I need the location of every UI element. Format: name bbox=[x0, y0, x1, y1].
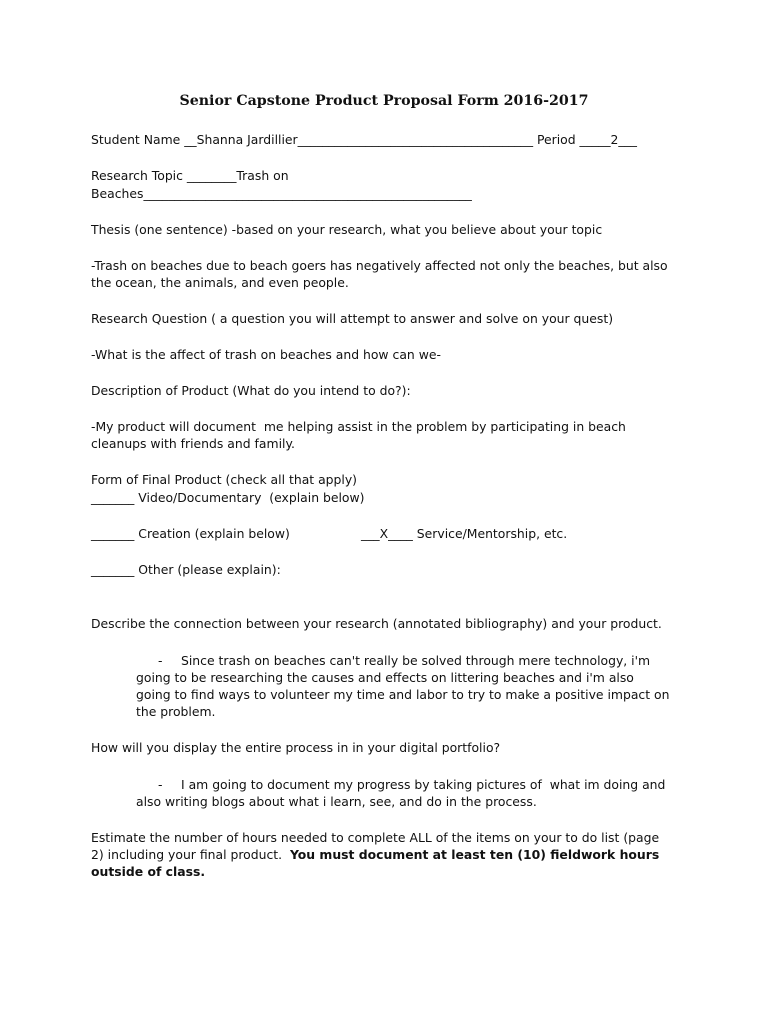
display-answer-line-1: I am going to document my progress by taking pictures of what im doing and bbox=[181, 777, 666, 792]
estimate-line-2 bbox=[91, 846, 659, 863]
estimate-line-1: Estimate the number of hours needed to complete ALL of the items on your to do list (page bbox=[91, 830, 660, 845]
option-other: _______ Other (please explain): bbox=[91, 562, 281, 577]
option-creation: _______ Creation (explain below) bbox=[91, 526, 290, 541]
description-answer-line-1: -My product will document me helping assist in the problem by participating in beach bbox=[91, 419, 626, 434]
connection-answer-line-4: the problem. bbox=[136, 704, 216, 719]
research-topic-line-2: Beaches_____________________________________________________ bbox=[91, 186, 472, 201]
option-service: ___X____ Service/Mentorship, etc. bbox=[361, 526, 568, 541]
research-topic-line-1: Research Topic ________Trash on bbox=[91, 168, 289, 183]
estimate-line-2-text: 2) including your final product. bbox=[91, 847, 290, 862]
description-answer-line-2: cleanups with friends and family. bbox=[91, 436, 295, 451]
final-product-prompt: Form of Final Product (check all that apply) bbox=[91, 472, 358, 487]
thesis-prompt: Thesis (one sentence) -based on your research, what you believe about your topic bbox=[91, 222, 603, 237]
display-bullet: - bbox=[158, 777, 163, 792]
connection-prompt: Describe the connection between your research (annotated bibliography) and your product. bbox=[91, 616, 662, 631]
form-title: Senior Capstone Product Proposal Form 2016-2017 bbox=[179, 93, 589, 109]
thesis-answer-line-1: -Trash on beaches due to beach goers has negatively affected not only the beaches, but also bbox=[91, 258, 668, 273]
connection-answer-line-3: going to find ways to volunteer my time and labor to try to make a positive impact on bbox=[136, 687, 670, 702]
connection-bullet: - bbox=[158, 653, 163, 668]
thesis-answer-line-2: the ocean, the animals, and even people. bbox=[91, 275, 349, 290]
fieldwork-requirement-text: You must document at least ten (10) fieldwork hours bbox=[289, 847, 660, 862]
option-video: _______ Video/Documentary (explain below) bbox=[91, 490, 365, 505]
research-question-prompt: Research Question ( a question you will attempt to answer and solve on your quest) bbox=[91, 311, 614, 326]
description-prompt: Description of Product (What do you intend to do?): bbox=[91, 383, 411, 398]
display-prompt: How will you display the entire process in in your digital portfolio? bbox=[91, 740, 501, 755]
display-answer-line-2: also writing blogs about what i learn, see, and do in the process. bbox=[136, 794, 537, 809]
connection-answer-line-2: going to be researching the causes and effects on littering beaches and i'm also bbox=[136, 670, 634, 685]
connection-answer-line-1: Since trash on beaches can't really be solved through mere technology, i'm bbox=[181, 653, 651, 668]
student-name-line: Student Name __Shanna Jardillier______________________________________ Period _____2___ bbox=[91, 132, 638, 147]
estimate-line-3: outside of class. bbox=[91, 864, 206, 879]
research-question-answer: -What is the affect of trash on beaches and how can we- bbox=[91, 347, 441, 362]
